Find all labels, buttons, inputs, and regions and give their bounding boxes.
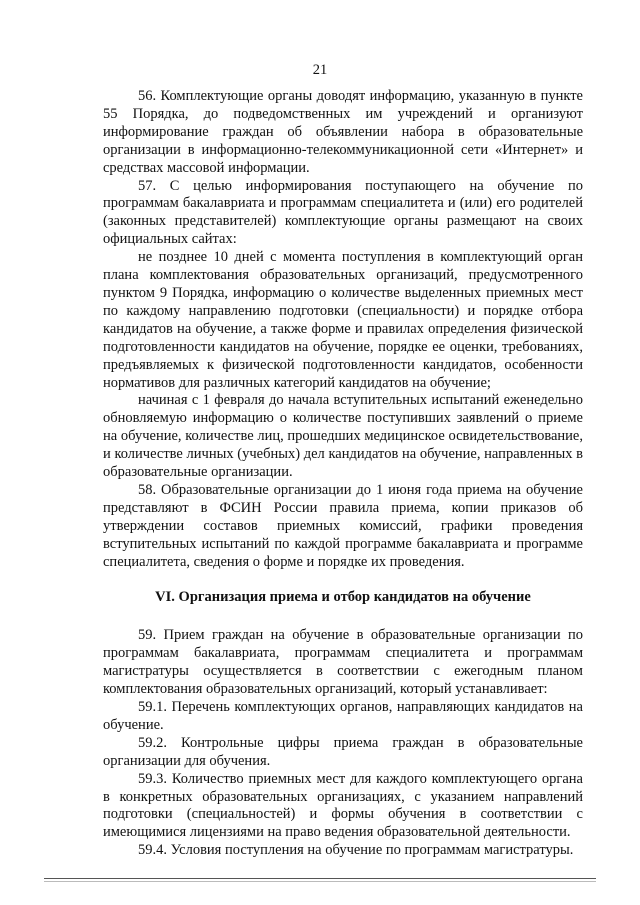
paragraph-57: 57. С целью информирования поступающего на обучение по программам бакалавриата и программам специалитета и (или) его родителей (законных представителей) комплектующие органы размещают на своих официальных сайтах: [103,177,583,248]
page-number: 21 [312,62,328,78]
paragraph-56: 56. Комплектующие органы доводят информацию, указанную в пункте 55 Порядка, до подведомственных им учреждений и организуют информирование граждан об объявлении набора в образовательные организации в информационно-телекоммуникационной сети «Интернет» и средствах массовой информации. [103,88,583,176]
paragraph-59: 59. Прием граждан на обучение в образовательные организации по программам бакалавриата, программам специалитета и программам магистратуры осуществляется в соответствии с ежегодным планом комплектования образовательных организаций, который устанавливает: [103,627,583,698]
paragraph-59-3: 59.3. Количество приемных мест для каждого комплектующего органа в конкретных образовательных организациях, с указанием направлений подготовки (специальностей) и формы обучения в соответствии с имеющимися лицензиями на право ведения образовательной деятельности. [103,770,583,841]
paragraph-59-2: 59.2. Контрольные цифры приема граждан в образовательные организации для обучения. [103,734,583,769]
spacer [103,571,583,589]
footer-rule-shadow [44,881,596,882]
spacer [103,607,583,627]
paragraph-57-item-2: начиная с 1 февраля до начала вступительных испытаний еженедельно обновляемую информацию о количестве поступивших заявлений о приеме на обучение, количестве лиц, прошедших медицинское освидетельствование, и количестве личных (учебных) дел кандидатов на обучение, направленных в образовательные организации. [103,392,583,481]
paragraph-58: 58. Образовательные организации до 1 июня года приема на обучение представляют в ФСИН России правила приема, копии приказов об утверждении составов приемных комиссий, графики проведения вступительных испытаний по каждой программе бакалавриата и программе специалитета, сведения о форме и порядке их проведения. [103,481,583,570]
footer-rule [44,878,596,879]
paragraph-59-4: 59.4. Условия поступления на обучение по программам магистратуры. [138,842,574,859]
document-body [103,88,583,860]
section-heading: VI. Организация приема и отбор кандидатов на обучение [155,589,531,606]
paragraph-59-1: 59.1. Перечень комплектующих органов, направляющих кандидатов на обучение. [103,699,583,733]
paragraph-57-item-1: не позднее 10 дней с момента поступления в комплектующий орган плана комплектования образовательных организаций, предусмотренного пунктом 9 Порядка, информацию о количестве выделенных приемных мест по каждому направлению подготовки (специальности) и порядке отбора кандидатов на обучение, а также форме и правилах определения физической подготовленности кандидатов на обучение, порядке ее оценки, требованиях, предъявляемых к физической подготовленности кандидатов, особенности нормативов для различных категорий кандидатов на обучение; [103,249,583,391]
